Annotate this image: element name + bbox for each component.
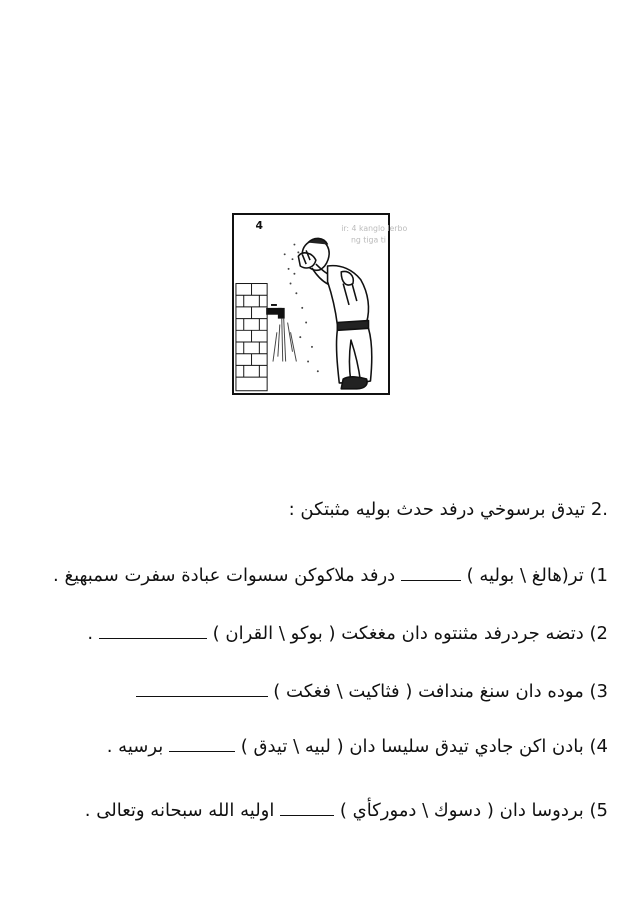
- question-1: [53, 564, 608, 588]
- question-4: [107, 735, 608, 759]
- background-text-2: ng tiga ti: [350, 235, 386, 245]
- man-figure: [298, 238, 371, 388]
- question-text: بادن اكن جادي تيدق سليسا دان ( لبيه \ تيدق ): [240, 736, 584, 757]
- ablution-illustration: [232, 213, 408, 395]
- answer-blank[interactable]: [99, 622, 207, 639]
- answer-blank[interactable]: [169, 735, 235, 752]
- question-2: [87, 622, 608, 646]
- panel-number: 4: [255, 218, 263, 232]
- question-text: دتضه جردرفد مثنتوه دان مغغكت ( بوكو \ القران ): [212, 623, 584, 644]
- question-number: 2): [589, 623, 608, 644]
- man-washing-face-drawing: [234, 215, 408, 393]
- brick-wall: [236, 284, 267, 391]
- question-text-after: اوليه الله سبحانه وتعالى .: [84, 800, 275, 821]
- answer-blank[interactable]: [280, 799, 334, 816]
- question-5: [85, 799, 608, 823]
- question-number: 1): [589, 565, 608, 586]
- question-text-after: برسيه .: [106, 736, 164, 757]
- question-text-after: .: [87, 623, 94, 644]
- question-text: بردوسا دان ( دسوك \ دموركأي ): [339, 800, 584, 821]
- question-number: 5): [589, 800, 608, 821]
- section-heading: .2 تيدق برسوخي درفد حدث بوليه مثبتكن :: [288, 499, 608, 520]
- water-tap: [267, 305, 284, 318]
- question-3: [136, 680, 608, 704]
- water-stream: [273, 319, 296, 362]
- question-text: موده دان سنغ مندافت ( فثاكيت \ فغكت ): [273, 681, 584, 702]
- question-number: 3): [589, 681, 608, 702]
- answer-blank[interactable]: [136, 680, 268, 697]
- background-text-1: ir: 4 kanglo lerbo: [341, 223, 408, 233]
- question-text: تر(هالغ \ بوليه ): [466, 565, 584, 586]
- answer-blank[interactable]: [401, 564, 461, 581]
- question-number: 4): [589, 736, 608, 757]
- question-text-after: درفد ملاكوكن سسوات عبادة سفرت سمبهيغ .: [53, 565, 396, 586]
